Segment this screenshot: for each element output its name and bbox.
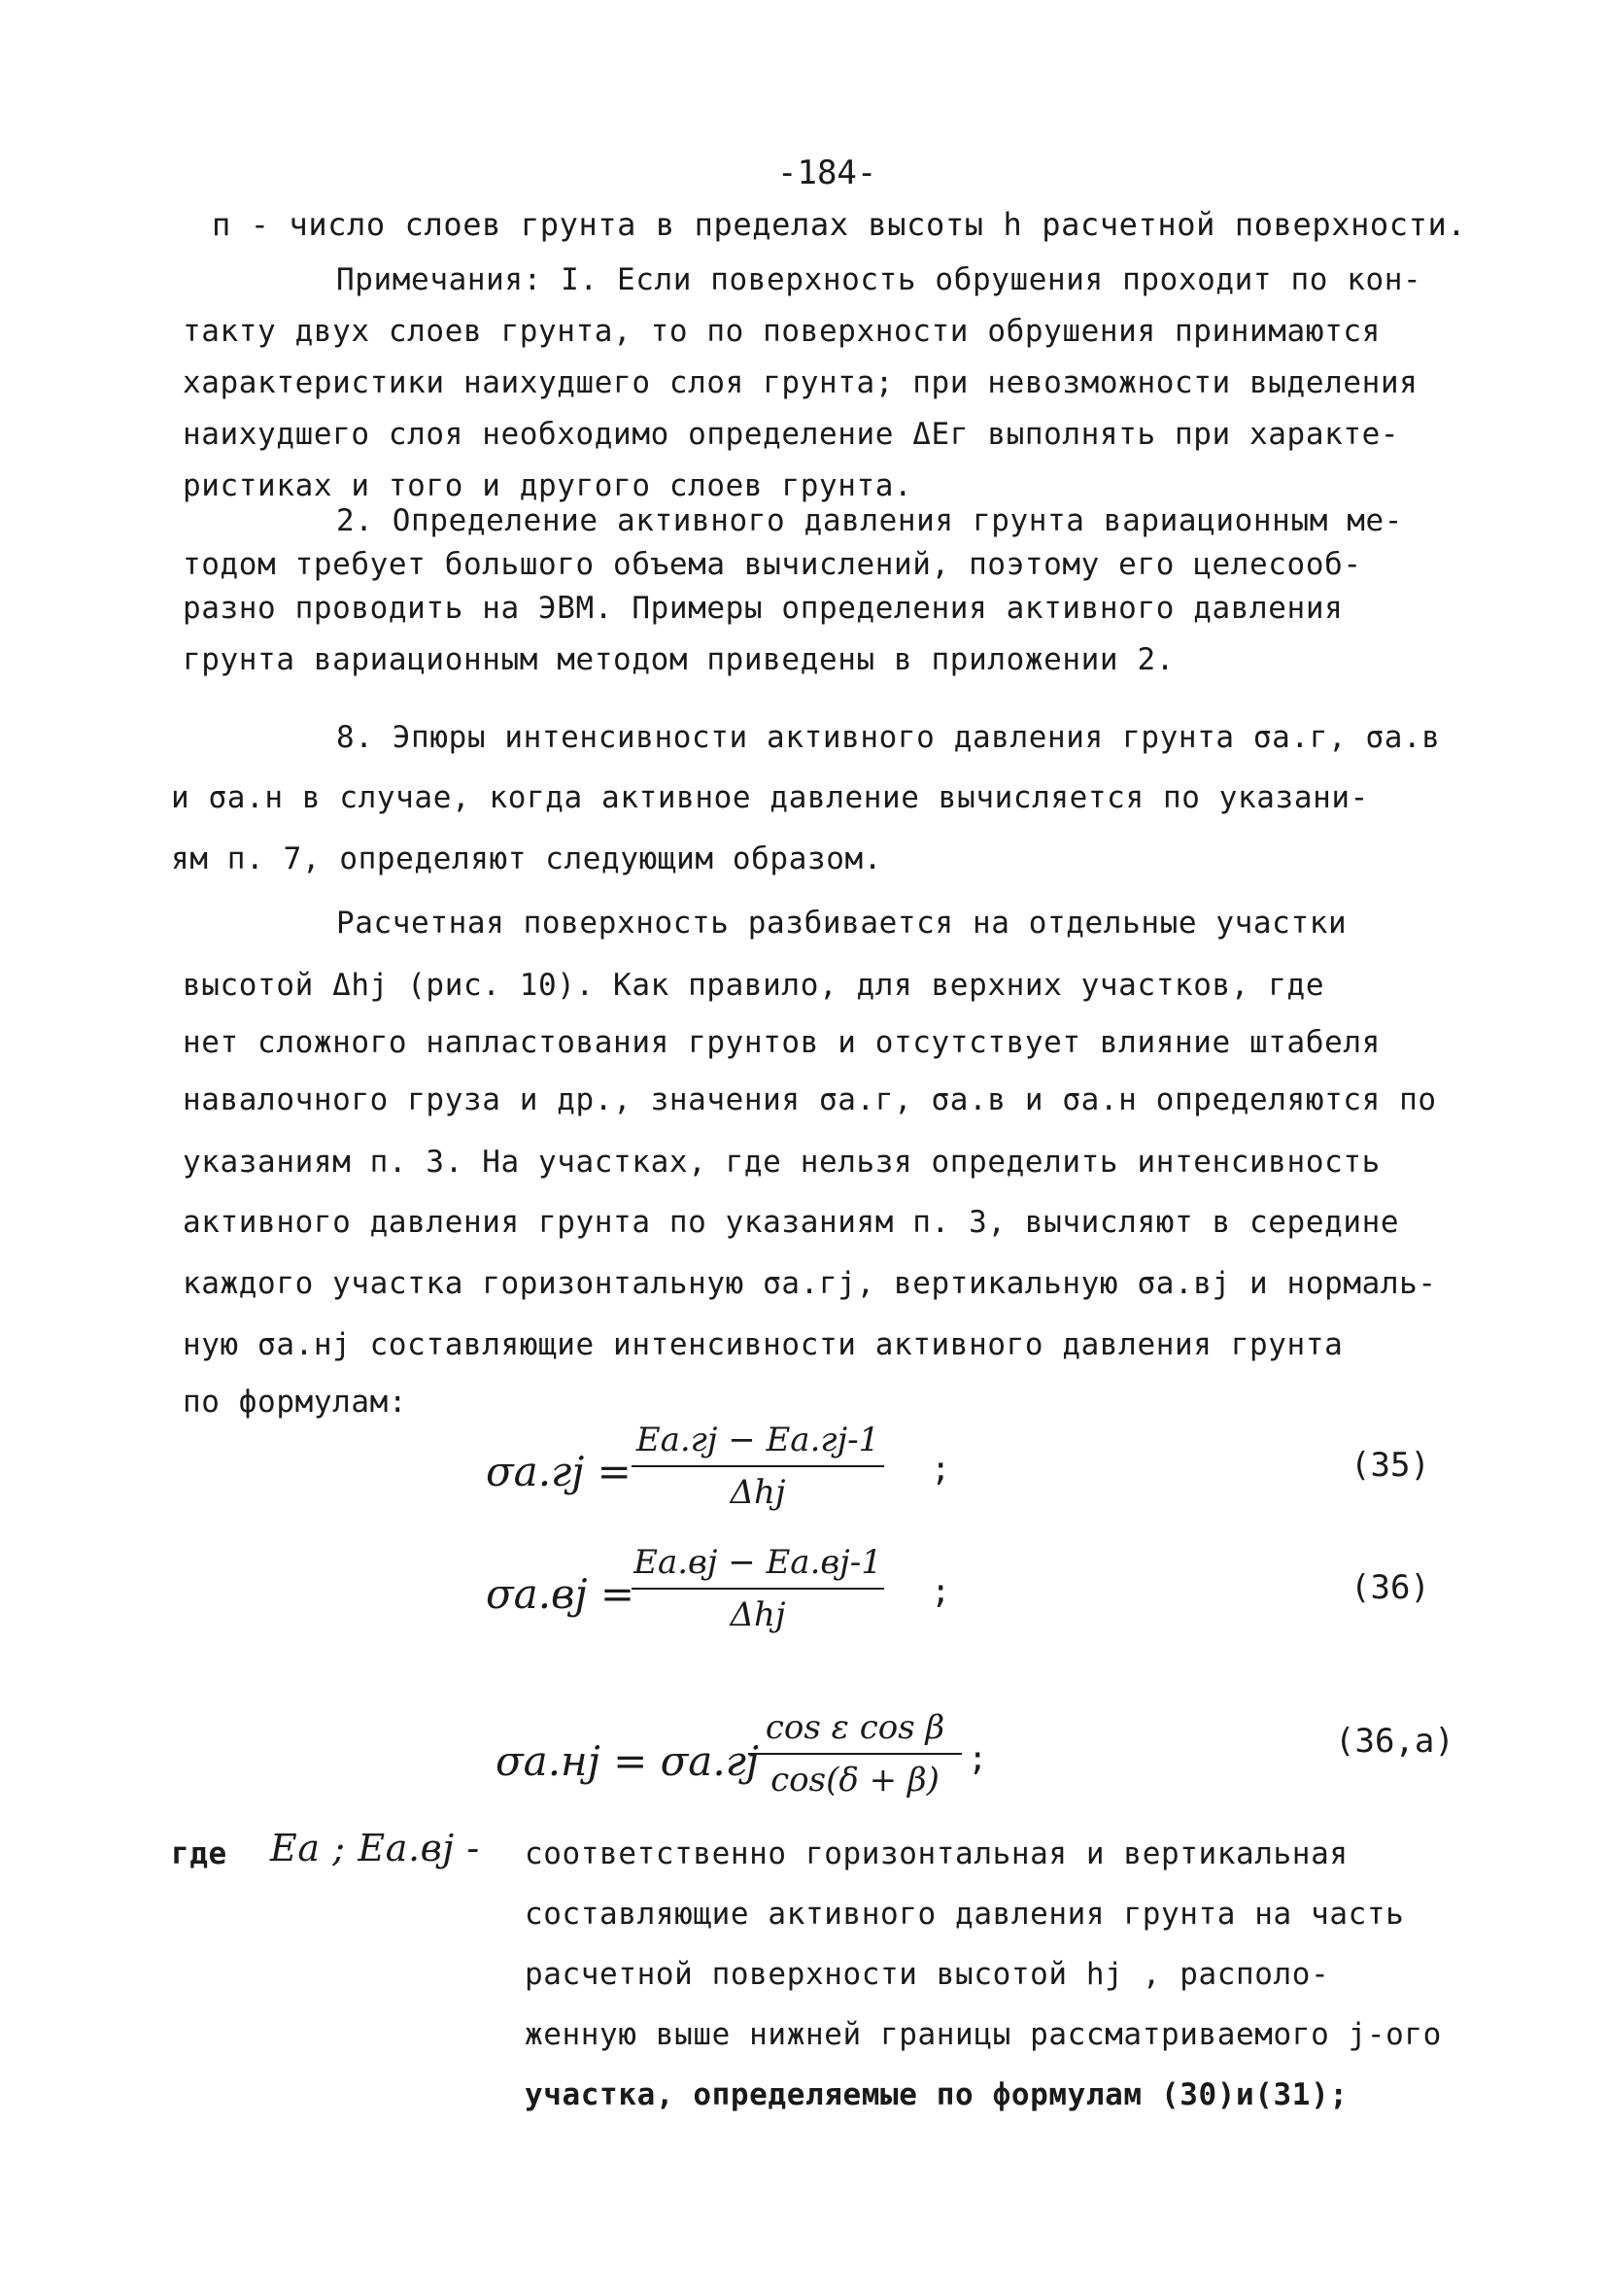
where-symbols: Ea ; Ea.вj -: [270, 1827, 480, 1869]
text-line: нет сложного напластования грунтов и отсутствует влияние штабеля: [183, 1025, 1381, 1060]
equation-fraction: [632, 1543, 884, 1634]
text-line: грунта вариационным методом приведены в приложении 2.: [183, 642, 1175, 677]
equation-lhs: σa.нj = σa.гj: [496, 1737, 759, 1785]
text-line: разно проводить на ЭВМ. Примеры определения активного давления: [183, 591, 1344, 626]
text-line: наихудшего слоя необходимо определение ΔEг выполнять при характе-: [183, 417, 1400, 452]
equation-denominator: cos(δ + β): [770, 1761, 940, 1799]
equation-separator: ;: [931, 1450, 951, 1489]
where-line: соответственно горизонтальная и вертикальная: [525, 1836, 1349, 1871]
equation-denominator: Δhj: [730, 1595, 786, 1634]
text-line: п - число слоев грунта в пределах высоты h расчетной поверхности.: [212, 206, 1467, 243]
where-line: составляющие активного давления грунта на часть: [525, 1897, 1405, 1932]
equation-lhs: σa.вj =: [486, 1570, 635, 1618]
text-line: 8. Эпюры интенсивности активного давления грунта σa.г, σa.в: [336, 720, 1441, 755]
equation-numerator: Ea.вj − Ea.вj-1: [633, 1543, 882, 1582]
fraction-bar: [632, 1465, 884, 1467]
text-line: по формулам:: [183, 1385, 408, 1420]
text-line: тодом требует большого объема вычислений, поэтому его целесооб-: [183, 547, 1362, 582]
equation-separator: ;: [968, 1739, 988, 1778]
text-line: Примечания: I. Если поверхность обрушения проходит по кон-: [336, 262, 1422, 297]
text-line: высотой Δhj (рис. 10). Как правило, для верхних участков, где: [183, 968, 1325, 1003]
equation-numerator: cos ε cos β: [765, 1708, 945, 1747]
text-line: каждого участка горизонтальную σa.гj, вертикальную σa.вj и нормаль-: [183, 1266, 1437, 1301]
fraction-bar: [632, 1588, 884, 1590]
equation-fraction: [632, 1421, 884, 1512]
text-line: Расчетная поверхность разбивается на отдельные участки: [336, 906, 1348, 941]
text-line: активного давления грунта по указаниям п. 3, вычисляют в середине: [183, 1205, 1400, 1240]
page-number: -184-: [777, 154, 877, 192]
text-line: ям п. 7, определяют следующим образом.: [171, 841, 883, 876]
text-line: ную σa.нj составляющие интенсивности активного давления грунта: [183, 1327, 1344, 1362]
equation-number: (36): [1351, 1568, 1430, 1607]
fraction-bar: [748, 1753, 962, 1755]
equation-number: (35): [1351, 1446, 1430, 1485]
text-line: 2. Определение активного давления грунта вариационным ме-: [336, 503, 1404, 538]
text-line: и σa.н в случае, когда активное давление вычисляется по указани-: [171, 780, 1369, 815]
where-label: где: [171, 1836, 227, 1871]
text-line: указаниям п. 3. На участках, где нельзя определить интенсивность: [183, 1145, 1381, 1180]
equation-denominator: Δhj: [730, 1473, 786, 1512]
text-line: ристиках и того и другого слоев грунта.: [183, 468, 913, 503]
equation-fraction: [748, 1708, 962, 1799]
text-line: навалочного груза и др., значения σa.г, σa.в и σa.н определяются по: [183, 1082, 1437, 1117]
text-line: характеристики наихудшего слоя грунта; при невозможности выделения: [183, 365, 1419, 400]
where-line: расчетной поверхности высотой hj , располо-: [525, 1957, 1330, 1992]
where-line: женную выше нижней границы рассматриваемого j-ого: [525, 2017, 1442, 2052]
text-line: такту двух слоев грунта, то по поверхности обрушения принимаются: [183, 314, 1381, 349]
equation-number: (36,a): [1335, 1722, 1454, 1761]
where-line: участка, определяемые по формулам (30)и(31);: [525, 2077, 1349, 2112]
equation-separator: ;: [931, 1572, 951, 1611]
equation-numerator: Ea.гj − Ea.гj-1: [635, 1421, 880, 1459]
equation-lhs: σa.гj =: [486, 1448, 632, 1495]
